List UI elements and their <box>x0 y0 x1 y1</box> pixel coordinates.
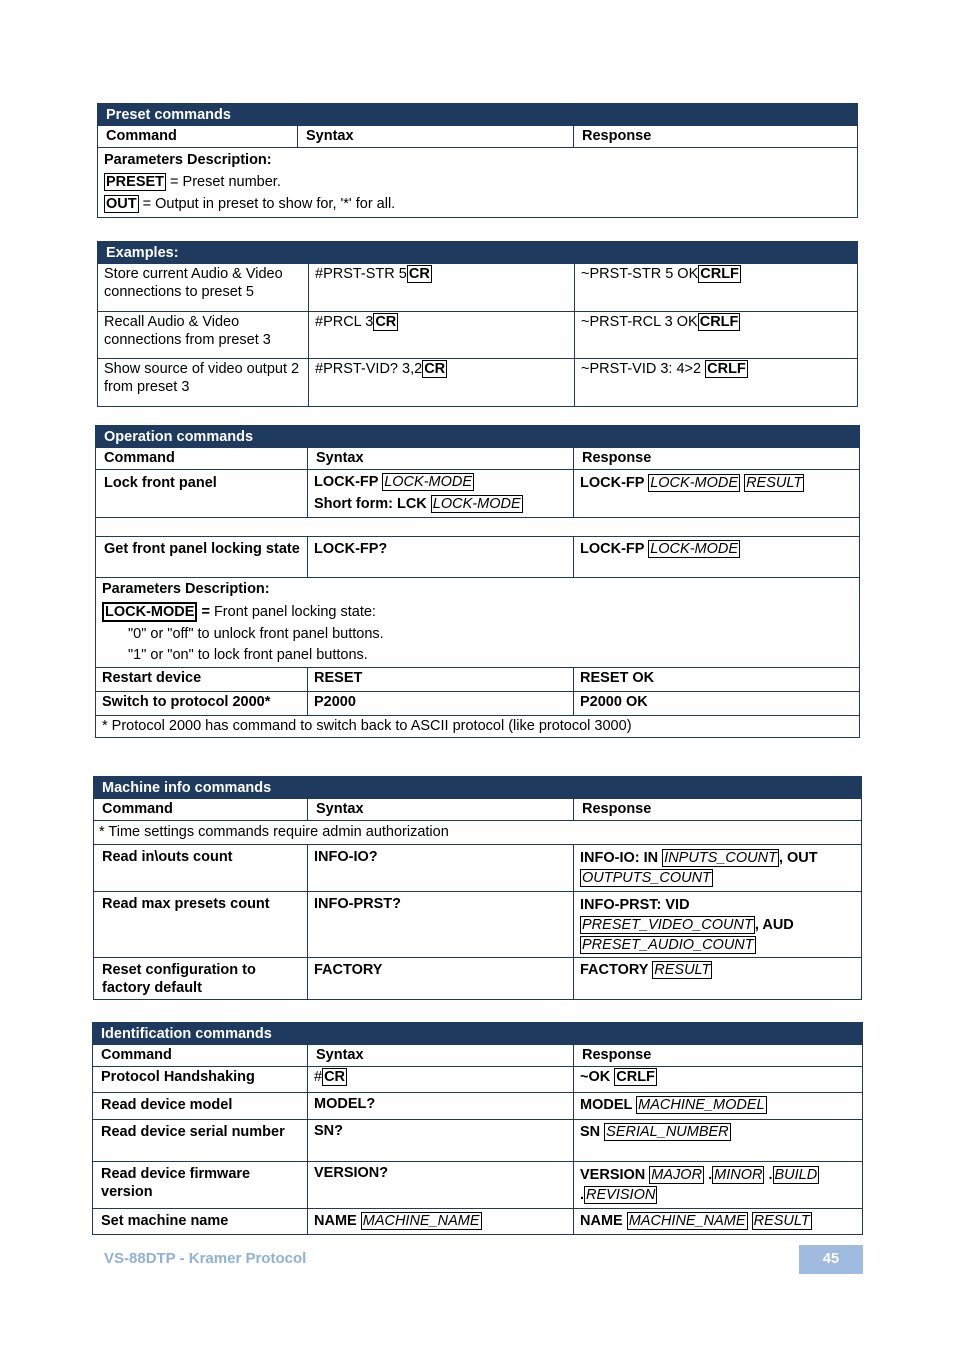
factory-cmd: Reset configuration to factory default <box>94 958 308 1000</box>
presets-response: INFO-PRST: VID PRESET_VIDEO_COUNT , AUD PRESET_AUDIO_COUNT <box>574 892 862 958</box>
param-lock-mode: LOCK-MODE = Front panel locking state: <box>102 602 853 623</box>
col-response: Response <box>574 799 862 821</box>
admin-note: * Time settings commands require admin authorization <box>94 821 862 845</box>
get-lock-cmd: Get front panel locking state <box>96 537 308 578</box>
col-syntax: Syntax <box>308 1045 574 1067</box>
model-syntax: MODEL? <box>308 1093 574 1120</box>
col-response: Response <box>574 448 860 470</box>
io-cmd: Read in\outs count <box>94 845 308 892</box>
identification-table <box>92 1022 863 1235</box>
col-syntax: Syntax <box>308 448 574 470</box>
version-response: VERSION MAJOR . MINOR . BUILD . REVISION <box>574 1162 863 1209</box>
switch-syntax: P2000 <box>308 692 574 716</box>
protocol-note: * Protocol 2000 has command to switch back to ASCII protocol (like protocol 3000) <box>96 716 860 738</box>
handshake-syntax: # CR <box>308 1067 574 1093</box>
serial-cmd: Read device serial number <box>93 1120 308 1162</box>
example-syntax: #PRCL 3 CR <box>309 312 575 359</box>
io-syntax: INFO-IO? <box>308 845 574 892</box>
name-syntax: NAME MACHINE_NAME <box>308 1209 574 1235</box>
example-response: ~PRST-STR 5 OK CRLF <box>575 264 858 312</box>
io-response: INFO-IO: IN INPUTS_COUNT , OUT OUTPUTS_COUNT <box>574 845 862 892</box>
col-syntax: Syntax <box>298 126 574 148</box>
param-preset: PRESET = Preset number. <box>106 174 281 190</box>
col-syntax: Syntax <box>308 799 574 821</box>
operation-commands-table <box>95 425 860 738</box>
model-cmd: Read device model <box>93 1093 308 1120</box>
switch-response: P2000 OK <box>574 692 860 716</box>
example-response: ~PRST-VID 3: 4>2 CRLF <box>575 359 858 407</box>
param-line: "1" or "on" to lock front panel buttons. <box>128 647 368 663</box>
example-desc: Recall Audio & Video connections from preset 3 <box>98 312 309 359</box>
params-title: Parameters Description: <box>104 152 272 168</box>
version-syntax: VERSION? <box>308 1162 574 1209</box>
presets-syntax: INFO-PRST? <box>308 892 574 958</box>
param-out: OUT = Output in preset to show for, '*' for all. <box>106 196 396 212</box>
presets-cmd: Read max presets count <box>94 892 308 958</box>
lock-syntax: LOCK-FP LOCK-MODE Short form: LCK LOCK-MODE <box>308 470 574 518</box>
restart-syntax: RESET <box>308 668 574 692</box>
lock-cmd: Lock front panel <box>96 470 308 518</box>
col-response: Response <box>574 126 858 148</box>
lock-response: LOCK-FP LOCK-MODE RESULT <box>574 470 860 518</box>
get-lock-response: LOCK-FP LOCK-MODE <box>574 537 860 578</box>
col-command: Command <box>98 126 298 148</box>
model-response: MODEL MACHINE_MODEL <box>574 1093 863 1120</box>
params-title: Parameters Description: <box>102 581 270 597</box>
name-cmd: Set machine name <box>93 1209 308 1235</box>
name-response: NAME MACHINE_NAME RESULT <box>574 1209 863 1235</box>
col-command: Command <box>93 1045 308 1067</box>
serial-response: SN SERIAL_NUMBER <box>574 1120 863 1162</box>
example-syntax: #PRST-STR 5 CR <box>309 264 575 312</box>
col-command: Command <box>94 799 308 821</box>
example-response: ~PRST-RCL 3 OK CRLF <box>575 312 858 359</box>
page-number: 45 <box>799 1245 863 1274</box>
version-cmd: Read device firmware version <box>93 1162 308 1209</box>
example-syntax: #PRST-VID? 3,2 CR <box>309 359 575 407</box>
preset-title: Preset commands <box>98 104 858 126</box>
restart-response: RESET OK <box>574 668 860 692</box>
restart-cmd: Restart device <box>96 668 308 692</box>
factory-syntax: FACTORY <box>308 958 574 1000</box>
footer-title: VS-88DTP - Kramer Protocol <box>104 1250 307 1267</box>
col-response: Response <box>574 1045 863 1067</box>
factory-response: FACTORY RESULT <box>574 958 862 1000</box>
spacer-row <box>96 518 860 537</box>
ident-title: Identification commands <box>93 1023 863 1045</box>
handshake-cmd: Protocol Handshaking <box>93 1067 308 1093</box>
param-line: "0" or "off" to unlock front panel buttons. <box>128 626 384 642</box>
get-lock-syntax: LOCK-FP? <box>308 537 574 578</box>
machine-info-table <box>93 776 862 1000</box>
examples-title: Examples: <box>98 242 858 264</box>
serial-syntax: SN? <box>308 1120 574 1162</box>
example-desc: Show source of video output 2 from preset 3 <box>98 359 309 407</box>
switch-cmd: Switch to protocol 2000* <box>96 692 308 716</box>
col-command: Command <box>96 448 308 470</box>
examples-table <box>97 241 858 407</box>
handshake-response: ~OK CRLF <box>574 1067 863 1093</box>
example-desc: Store current Audio & Video connections to preset 5 <box>98 264 309 312</box>
machine-title: Machine info commands <box>94 777 862 799</box>
preset-commands-table <box>97 103 858 218</box>
operation-title: Operation commands <box>96 426 860 448</box>
